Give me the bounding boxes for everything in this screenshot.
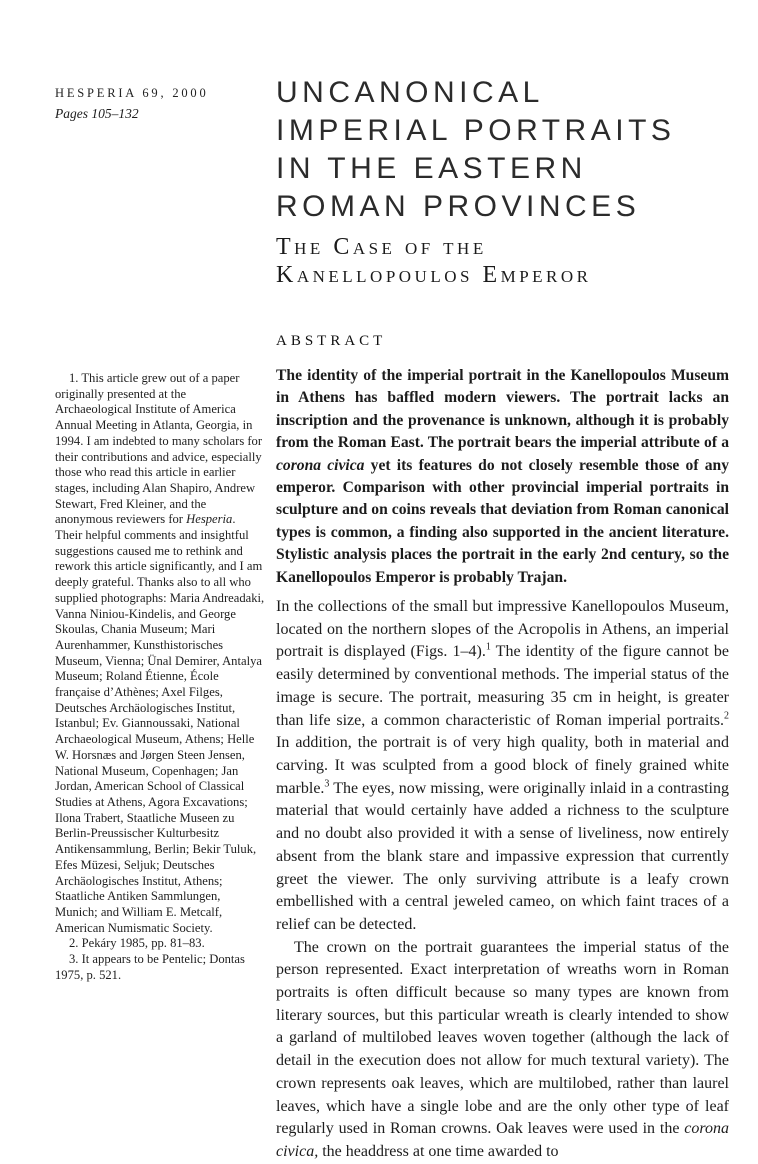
body-paragraph-2: The crown on the portrait guarantees the imperial status of the person represented. Exact interpretation of wreaths worn in Roman portraits is often difficult because so many types are known from literary sources, but this particular wreath is clearly intended to show a garland of multilobed leaves woven together (although the lack of detail in the execution does not allow for much textural variety). The crown represents oak leaves, which are multilobed, rather than laurel leaves, which have a single lobe and are the only other type of leaf regularly used in Roman crowns. Oak leaves were used in the corona civica, the headdress at one time awarded to [276, 938, 729, 1160]
article-subtitle [276, 233, 729, 289]
article-body [276, 596, 729, 1164]
footnote-3: 3. It appears to be Pentelic; Dontas 1975, p. 521. [55, 952, 245, 982]
subtitle-line-1: The Case of the [276, 234, 487, 260]
title-line-2: IMPERIAL PORTRAITS [276, 114, 676, 147]
footnotes-column [55, 371, 265, 983]
abstract-body: The identity of the imperial portrait in the Kanellopoulos Museum in Athens has baffled modern viewers. The portrait lacks an inscription and the provenance is unknown, although it is probably from the Roman East. The portrait bears the imperial attribute of a corona civica yet its features do not closely resemble those of any emperor. Comparison with other provincial imperial portraits in sculpture and on coins reveals that deviation from Roman canonical types is common, a finding also supported in the ancient literature. Stylistic analysis places the portrait in the early 2nd century, so the Kanellopoulos Emperor is probably Trajan. [276, 367, 729, 586]
masthead [55, 86, 267, 122]
footnote-1: 1. This article grew out of a paper originally presented at the Archaeological Institute of America Annual Meeting in Atlanta, Georgia, in 1994. I am indebted to many scholars for their contributions and advice, especially those who read this article in earlier stages, including Alan Shapiro, Andrew Stewart, Fred Kleiner, and the anonymous reviewers for Hesperia. Their helpful comments and insightful suggestions caused me to rethink and rework this article significantly, and I am deeply grateful. Thanks also to all who supplied photographs: Maria Andreadaki, Vanna Niniou-Kindelis, and George Skoulas, Chania Museum; Mari Aurenhammer, Kunsthistorisches Museum, Vienna; Ünal Demirer, Antalya Museum; Roland Étienne, École française d’Athènes; Axel Filges, Deutsches Archäologisches Institut, Istanbul; Ev. Giannoussaki, National Archaeological Museum, Athens; Helle W. Horsnæs and Jørgen Steen Jensen, National Museum, Copenhagen; Jan Jordan, American School of Classical Studies at Athens, Agora Excavations; Ilona Trabert, Staatliche Museen zu Berlin-Preussischer Kulturbesitz Antikensammlung, Berlin; Bekir Tuluk, Efes Müzesi, Seljuk; Deutsches Archäologisches Institut, Athens; Staatliche Antiken Sammlungen, Munich; and William E. Metcalf, American Numismatic Society. [55, 371, 265, 935]
title-line-1: UNCANONICAL [276, 76, 544, 109]
title-line-4: ROMAN PROVINCES [276, 190, 641, 223]
subtitle-line-2: Kanellopoulos Emperor [276, 262, 592, 288]
journal-volume-line: HESPERIA 69, 2000 [55, 86, 209, 100]
main-column [276, 74, 729, 1164]
abstract-heading: ABSTRACT [276, 333, 387, 349]
footnote-2: 2. Pekáry 1985, pp. 81–83. [69, 936, 205, 951]
body-paragraph-1: In the collections of the small but impressive Kanellopoulos Museum, located on the northern slopes of the Acropolis in Athens, an imperial portrait is displayed (Figs. 1–4).$^1$ The identity of the figure cannot be easily determined by conventional methods. The imperial status of the image is secure. The portrait, measuring 35 cm in height, is greater than life size, a common characteristic of Roman imperial portraits.$^2$ In addition, the portrait is of very high quality, both in material and carving. It was sculpted from a good block of finely grained white marble.$^3$ The eyes, now missing, were originally inlaid in a contrasting material that would certainly have added a richness to the sculpture and no doubt also provided it with a sense of liveliness, now entirely absent from the blank stare and impassive expression that currently greet the viewer. The only surviving attribute is a leafy crown embellished with a central jeweled cameo, on which faint traces of a relief can be detected. [276, 598, 730, 933]
page-range: Pages 105–132 [55, 106, 139, 121]
title-line-3: IN THE EASTERN [276, 152, 587, 185]
article-title [276, 74, 729, 226]
